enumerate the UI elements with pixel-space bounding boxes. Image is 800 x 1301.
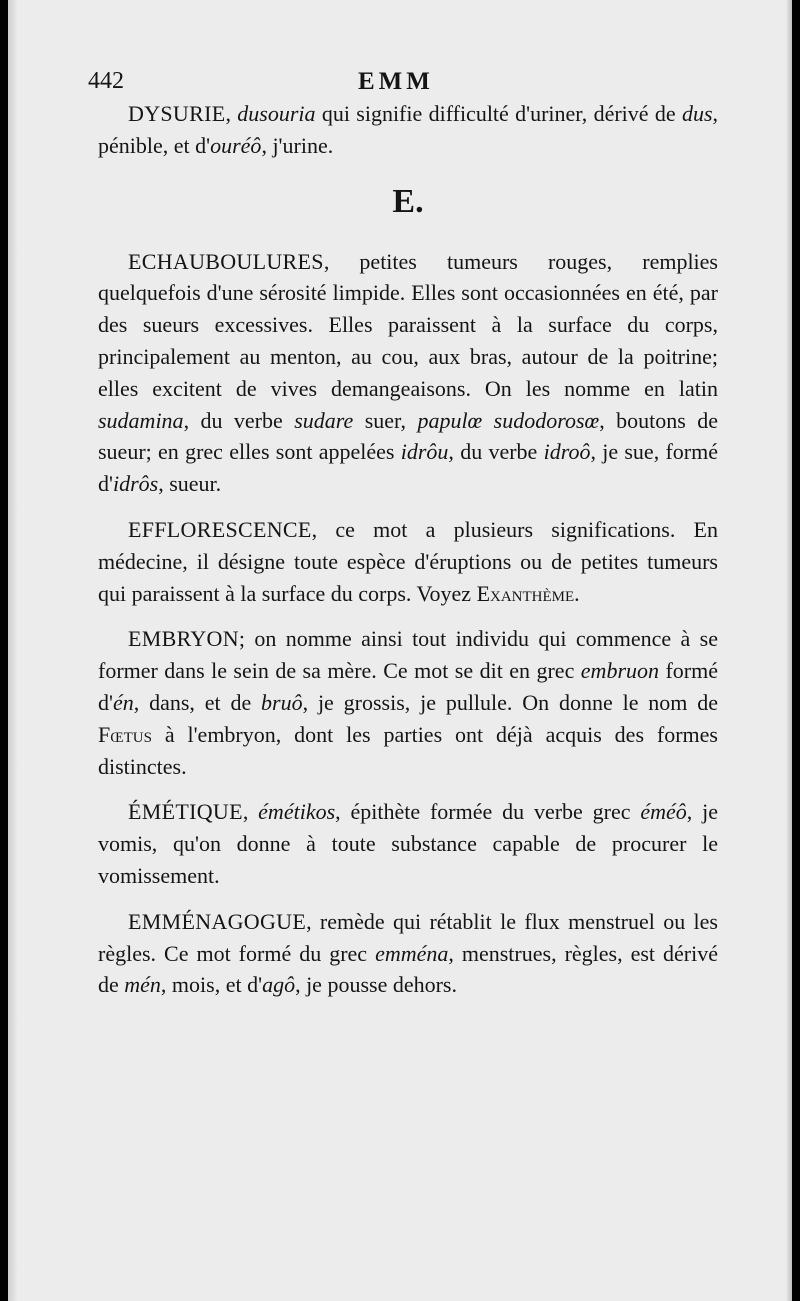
entry-text: , je pousse dehors. <box>295 972 457 998</box>
entry-text: , menstrues, règles, est dérivé de <box>98 940 719 998</box>
entry-emetique <box>98 796 718 891</box>
running-head: EMM <box>358 68 434 95</box>
entry-italic-term: mén <box>124 972 161 998</box>
entry-text: , mois, et d' <box>160 972 263 998</box>
entry-italic-term: idrôu <box>400 439 449 465</box>
entry-text: qui signifie difficulté d'uriner, dérivé de <box>315 101 682 126</box>
entry-text: , je vomis, qu'on donne à toute substance capable de procurer le vomissement. <box>98 799 718 888</box>
entry-text: , <box>225 101 238 126</box>
entry-text: , remède qui rétablit le flux menstruel ou les règles. Ce mot formé du grec <box>98 908 718 966</box>
entry-italic-term: émétikos <box>258 799 336 825</box>
cross-reference: Exanthème <box>476 580 575 606</box>
entry-italic-term: agô <box>262 972 296 998</box>
entry-text: , je grossis, je pullule. On donne le nom de <box>302 689 719 715</box>
entry-text: , boutons de sueur; en grec elles sont appelées <box>98 407 719 465</box>
entry-italic-term: sudare <box>294 407 354 433</box>
entry-dysurie <box>98 98 718 162</box>
entry-headword: EMMÉNAGOGUE <box>128 908 307 934</box>
entry-text: , je sue, formé d' <box>98 439 718 497</box>
entry-italic-term: éméô <box>640 799 687 825</box>
entry-text: , du verbe <box>183 407 295 433</box>
entry-text: , du verbe <box>448 439 544 465</box>
cross-reference: Fœtus <box>98 721 152 747</box>
entry-italic-term: papulœ sudodorosœ <box>417 407 600 433</box>
section-letter: E. <box>392 182 424 220</box>
entry-headword: ECHAUBOULURES <box>128 248 324 274</box>
entry-text: , épithète formée du verbe grec <box>335 799 641 825</box>
entry-emmenagogue <box>98 906 718 1001</box>
scan-edge-right <box>786 0 792 1301</box>
entry-italic-term: bruô <box>261 689 303 715</box>
entry-italic-term: dusouria <box>237 101 316 126</box>
entry-italic-term: dus <box>681 101 713 126</box>
entry-italic-term: idroô <box>543 439 591 465</box>
entry-italic-term: idrôs <box>112 471 159 497</box>
entry-italic-term: ouréô <box>210 132 262 158</box>
entry-italic-term: embruon <box>580 658 660 684</box>
entry-text: , sueur. <box>158 471 222 497</box>
entry-echauboulures <box>98 246 718 500</box>
entry-text: , ce mot a plusieurs significations. En médecine, il désigne toute espèce d'éruptions ou de petites tumeurs qui paraissent à la surface du corps. Voyez <box>98 516 718 606</box>
entry-text: ; on nomme ainsi tout individu qui commence à se former dans le sein de sa mère. Ce mot se dit en grec <box>98 626 718 684</box>
entry-text: , dans, et de <box>133 689 262 715</box>
scan-edge-left <box>8 0 18 1301</box>
entry-text: , petites tumeurs rouges, remplies quelquefois d'une sérosité limpide. Elles sont occasionnées en été, par des sueurs excessives. Elles paraissent à la surface du corps, principalement au menton, au cou, aux bras, autour de la poitrine; elles excitent de vives demangeaisons. On les nomme en latin <box>98 248 718 401</box>
entry-text: à l'embryon, dont les parties ont déjà acquis des formes distinctes. <box>98 721 718 779</box>
page-body <box>98 98 718 1001</box>
entry-headword: ÉMÉTIQUE <box>128 799 243 825</box>
entry-text: , j'urine. <box>261 132 334 158</box>
book-page <box>8 0 792 1301</box>
entry-text: , pénible, et d' <box>98 101 718 158</box>
entry-italic-term: sudamina <box>98 407 184 433</box>
entry-headword: EFFLORESCENCE <box>128 516 312 542</box>
entry-text: . <box>574 580 580 606</box>
entry-embryon <box>98 623 718 782</box>
entry-efflorescence <box>98 514 718 609</box>
entry-headword: DYSURIE <box>128 101 226 126</box>
entry-headword: EMBRYON <box>128 626 239 652</box>
entry-text: formé d' <box>98 658 718 715</box>
entry-text: , <box>242 799 259 825</box>
page-number: 442 <box>88 68 124 94</box>
entry-text: suer, <box>353 407 418 433</box>
entry-italic-term: én <box>112 689 134 715</box>
entry-italic-term: emména <box>375 940 449 966</box>
